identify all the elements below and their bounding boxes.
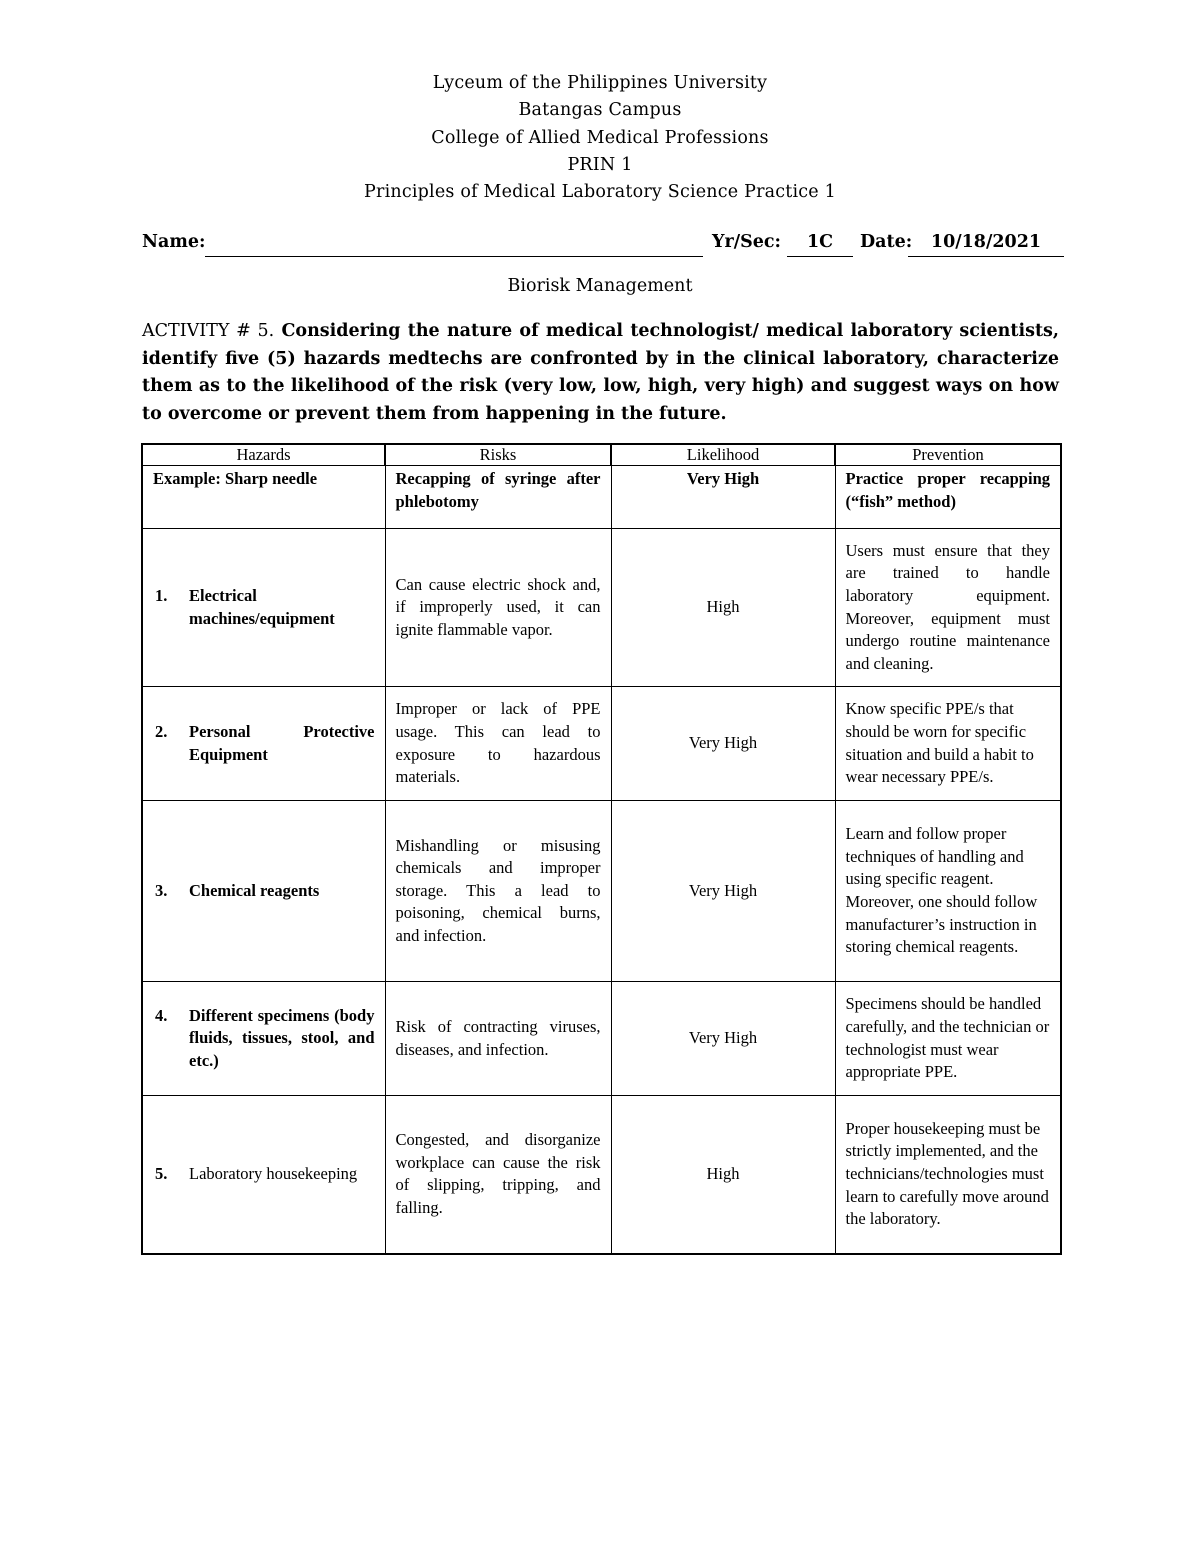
course-code: PRIN 1 [567, 154, 633, 175]
example-hazard: Example: Sharp needle [142, 466, 385, 529]
name-field[interactable] [205, 232, 703, 257]
activity-prefix: ACTIVITY # 5. [142, 321, 275, 341]
hazard-name: Personal Protective Equipment [189, 721, 375, 764]
hazards-table [141, 443, 1062, 1255]
hazard-cell [142, 982, 385, 1096]
prevention-cell: Proper housekeeping must be strictly implemented, and the technicians/technologies must learn to carefully move around the laboratory. [835, 1096, 1061, 1254]
activity-instructions [142, 318, 1059, 428]
campus-name: Batangas Campus [518, 100, 682, 121]
table-header-row [142, 444, 1061, 466]
hazard-name: Different specimens (body fluids, tissues, stool, and etc.) [189, 1005, 375, 1070]
hazard-cell [142, 1096, 385, 1254]
prevention-cell: Learn and follow proper techniques of handling and using specific reagent. Moreover, one should follow manufacturer’s instruction in storing chemical reagents. [835, 801, 1061, 982]
risk-cell: Risk of contracting viruses, diseases, and infection. [385, 982, 611, 1096]
header-hazards: Hazards [142, 444, 385, 466]
risk-cell: Can cause electric shock and, if improperly used, it can ignite flammable vapor. [385, 529, 611, 687]
hazard-cell [142, 801, 385, 982]
student-info-row [142, 232, 1064, 262]
table-row [142, 1096, 1061, 1254]
table-row [142, 687, 1061, 801]
hazard-name: Electrical machines/equipment [189, 585, 335, 628]
example-risk: Recapping of syringe after phlebotomy [385, 466, 611, 529]
example-prevention: Practice proper recapping (“fish” method) [835, 466, 1061, 529]
risk-cell: Improper or lack of PPE usage. This can lead to exposure to hazardous materials. [385, 687, 611, 801]
university-name: Lyceum of the Philippines University [432, 73, 768, 93]
table-row [142, 982, 1061, 1096]
yrsec-label: Yr/Sec: [712, 232, 781, 252]
likelihood-cell: High [611, 529, 835, 687]
prevention-cell: Specimens should be handled carefully, and the technician or technologist must wear appropriate PPE. [835, 982, 1061, 1096]
hazard-name: Laboratory housekeeping [189, 1163, 358, 1183]
prevention-cell: Know specific PPE/s that should be worn for specific situation and build a habit to wear necessary PPE/s. [835, 687, 1061, 801]
likelihood-cell: Very High [611, 687, 835, 801]
risk-cell: Mishandling or misusing chemicals and improper storage. This a lead to poisoning, chemical burns, and infection. [385, 801, 611, 982]
likelihood-cell: High [611, 1096, 835, 1254]
college-name: College of Allied Medical Professions [431, 127, 769, 148]
table-row [142, 529, 1061, 687]
header-risks: Risks [385, 444, 611, 466]
header-prevention: Prevention [835, 444, 1061, 466]
hazard-cell [142, 529, 385, 687]
hazard-number: 4. [155, 1005, 168, 1025]
header-likelihood: Likelihood [611, 444, 835, 466]
document-title: Biorisk Management [507, 276, 693, 296]
table-row [142, 801, 1061, 982]
hazard-number: 1. [155, 585, 168, 605]
date-field[interactable]: 10/18/2021 [908, 232, 1064, 257]
course-title: Principles of Medical Laboratory Science Practice 1 [364, 182, 836, 203]
hazard-number: 2. [155, 721, 168, 741]
prevention-cell: Users must ensure that they are trained to handle laboratory equipment. Moreover, equipment must undergo routine maintenance and cleaning. [835, 529, 1061, 687]
risk-cell: Congested, and disorganize workplace can cause the risk of slipping, tripping, and falling. [385, 1096, 611, 1254]
hazard-number: 5. [155, 1163, 168, 1183]
yrsec-field[interactable]: 1C [787, 232, 853, 257]
likelihood-cell: Very High [611, 982, 835, 1096]
document-header [0, 70, 1200, 206]
hazard-name: Chemical reagents [189, 880, 320, 900]
likelihood-cell: Very High [611, 801, 835, 982]
date-label: Date: [860, 232, 913, 252]
activity-text: Considering the nature of medical technologist/ medical laboratory scientists, identify five (5) hazards medtechs are confronted by in the clinical laboratory, characterize them as to the likelihood of the risk (very low, low, high, very high) and suggest ways on how to overcome or prevent them from happening in the future. [142, 321, 1060, 424]
hazard-cell [142, 687, 385, 801]
example-row [142, 466, 1061, 529]
example-likelihood: Very High [611, 466, 835, 529]
hazard-number: 3. [155, 880, 168, 900]
name-label: Name: [142, 232, 206, 252]
